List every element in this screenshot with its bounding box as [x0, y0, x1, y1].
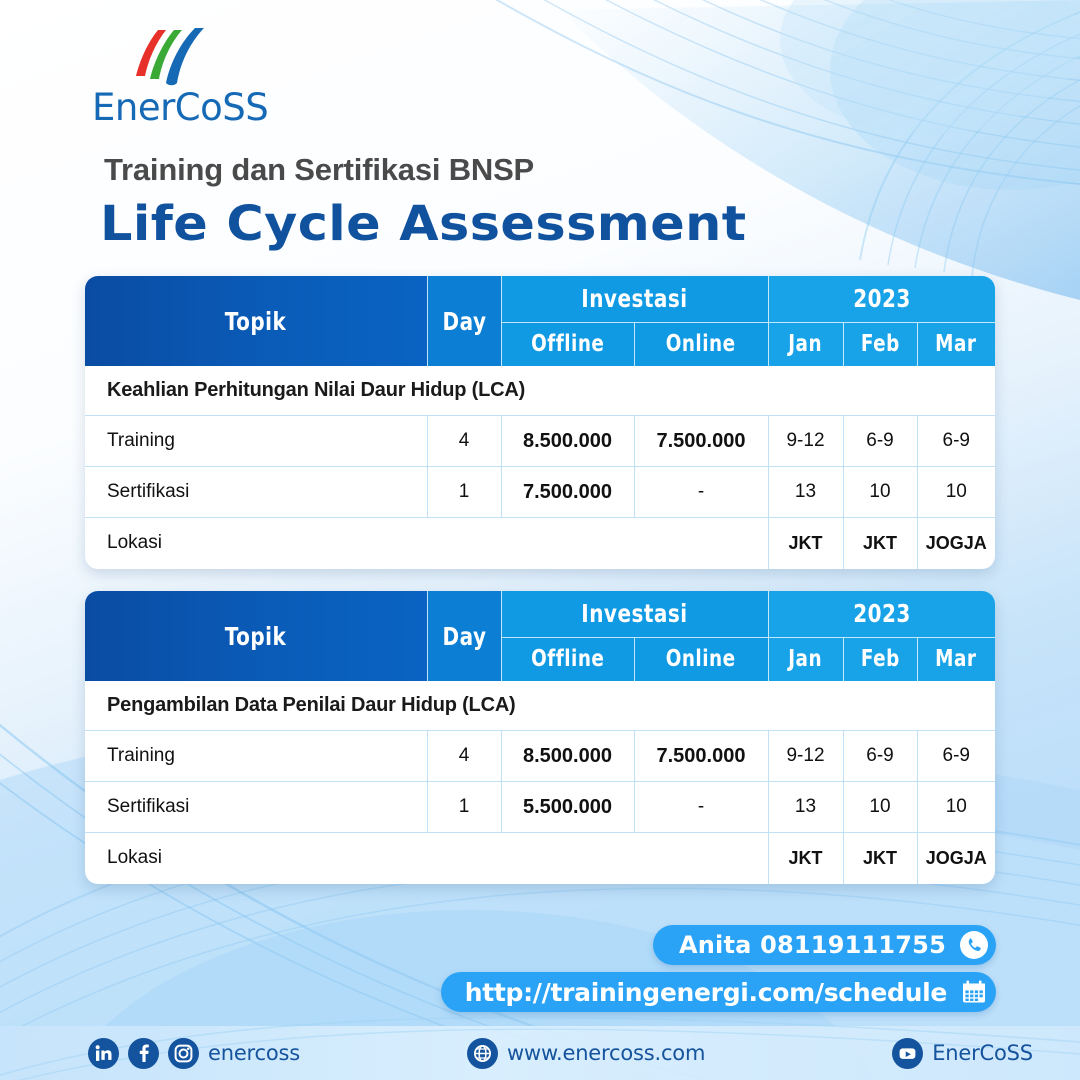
row-day: 1	[427, 782, 501, 833]
youtube-channel: EnerCoSS	[932, 1041, 1033, 1065]
location-online	[634, 518, 768, 569]
location-day	[427, 833, 501, 884]
row-jan: 13	[768, 782, 843, 833]
location-mar: JOGJA	[917, 518, 995, 569]
col-feb: Feb	[843, 322, 917, 366]
row-day: 4	[427, 416, 501, 467]
location-offline	[501, 518, 634, 569]
footer-social-group	[88, 1038, 300, 1069]
footer	[0, 1026, 1080, 1080]
row-feb: 6-9	[843, 416, 917, 467]
col-jan: Jan	[768, 637, 843, 681]
row-jan: 13	[768, 467, 843, 518]
col-jan: Jan	[768, 322, 843, 366]
col-investasi: Investasi	[501, 276, 768, 322]
topic-row	[85, 366, 995, 416]
col-topik: Topik	[85, 276, 427, 366]
row-feb: 6-9	[843, 731, 917, 782]
social-handle: enercoss	[208, 1041, 300, 1065]
col-year: 2023	[768, 591, 995, 637]
location-label: Lokasi	[85, 833, 427, 884]
phone-label: Anita 08119111755	[678, 931, 946, 959]
globe-icon[interactable]	[467, 1038, 498, 1069]
youtube-icon[interactable]	[892, 1038, 923, 1069]
table-header-row-1	[85, 591, 995, 637]
location-mar: JOGJA	[917, 833, 995, 884]
row-online: 7.500.000	[634, 731, 768, 782]
row-online: 7.500.000	[634, 416, 768, 467]
col-day: Day	[427, 276, 501, 366]
brand-name: EnerCoSS	[92, 86, 269, 129]
location-row	[85, 833, 995, 884]
row-mar: 10	[917, 467, 995, 518]
page-title: Life Cycle Assessment	[100, 196, 747, 252]
facebook-icon[interactable]	[128, 1038, 159, 1069]
schedule-url-label: http://trainingenergi.com/schedule	[464, 977, 947, 1007]
table-header-row-1	[85, 276, 995, 322]
website-url: www.enercoss.com	[507, 1041, 706, 1065]
table-row	[85, 782, 995, 833]
row-online: -	[634, 467, 768, 518]
schedule-table-2	[85, 591, 995, 884]
row-label: Training	[85, 731, 427, 782]
location-day	[427, 518, 501, 569]
topic-label: Keahlian Perhitungan Nilai Daur Hidup (LCA)	[107, 379, 526, 401]
row-offline: 7.500.000	[501, 467, 634, 518]
enercoss-logo-icon	[122, 26, 204, 88]
location-label: Lokasi	[85, 518, 427, 569]
page-subtitle: Training dan Sertifikasi BNSP	[104, 152, 535, 187]
table-row	[85, 467, 995, 518]
row-label: Sertifikasi	[85, 467, 427, 518]
col-online: Online	[634, 322, 768, 366]
row-label: Sertifikasi	[85, 782, 427, 833]
location-jan: JKT	[768, 833, 843, 884]
row-day: 1	[427, 467, 501, 518]
row-jan: 9-12	[768, 731, 843, 782]
col-online: Online	[634, 637, 768, 681]
location-online	[634, 833, 768, 884]
row-feb: 10	[843, 467, 917, 518]
footer-website-group	[467, 1038, 705, 1069]
footer-youtube-group	[892, 1038, 1033, 1069]
linkedin-icon[interactable]	[88, 1038, 119, 1069]
location-feb: JKT	[843, 518, 917, 569]
col-topik: Topik	[85, 591, 427, 681]
row-day: 4	[427, 731, 501, 782]
row-mar: 6-9	[917, 731, 995, 782]
instagram-icon[interactable]	[168, 1038, 199, 1069]
row-feb: 10	[843, 782, 917, 833]
brand-logo	[92, 26, 269, 129]
col-mar: Mar	[917, 322, 995, 366]
schedule-url-badge[interactable]	[441, 972, 996, 1012]
row-mar: 6-9	[917, 416, 995, 467]
col-feb: Feb	[843, 637, 917, 681]
row-label: Training	[85, 416, 427, 467]
phone-icon	[959, 930, 989, 960]
col-investasi: Investasi	[501, 591, 768, 637]
location-offline	[501, 833, 634, 884]
col-mar: Mar	[917, 637, 995, 681]
table	[85, 591, 995, 884]
row-offline: 8.500.000	[501, 416, 634, 467]
location-jan: JKT	[768, 518, 843, 569]
phone-contact-badge[interactable]	[653, 925, 996, 965]
table	[85, 276, 995, 569]
row-online: -	[634, 782, 768, 833]
row-offline: 8.500.000	[501, 731, 634, 782]
col-year: 2023	[768, 276, 995, 322]
col-offline: Offline	[501, 322, 634, 366]
row-jan: 9-12	[768, 416, 843, 467]
row-offline: 5.500.000	[501, 782, 634, 833]
location-feb: JKT	[843, 833, 917, 884]
col-offline: Offline	[501, 637, 634, 681]
topic-row	[85, 681, 995, 731]
location-row	[85, 518, 995, 569]
calendar-icon	[960, 978, 988, 1006]
topic-label: Pengambilan Data Penilai Daur Hidup (LCA)	[107, 694, 516, 716]
col-day: Day	[427, 591, 501, 681]
row-mar: 10	[917, 782, 995, 833]
schedule-table-1	[85, 276, 995, 569]
table-row	[85, 731, 995, 782]
table-row	[85, 416, 995, 467]
